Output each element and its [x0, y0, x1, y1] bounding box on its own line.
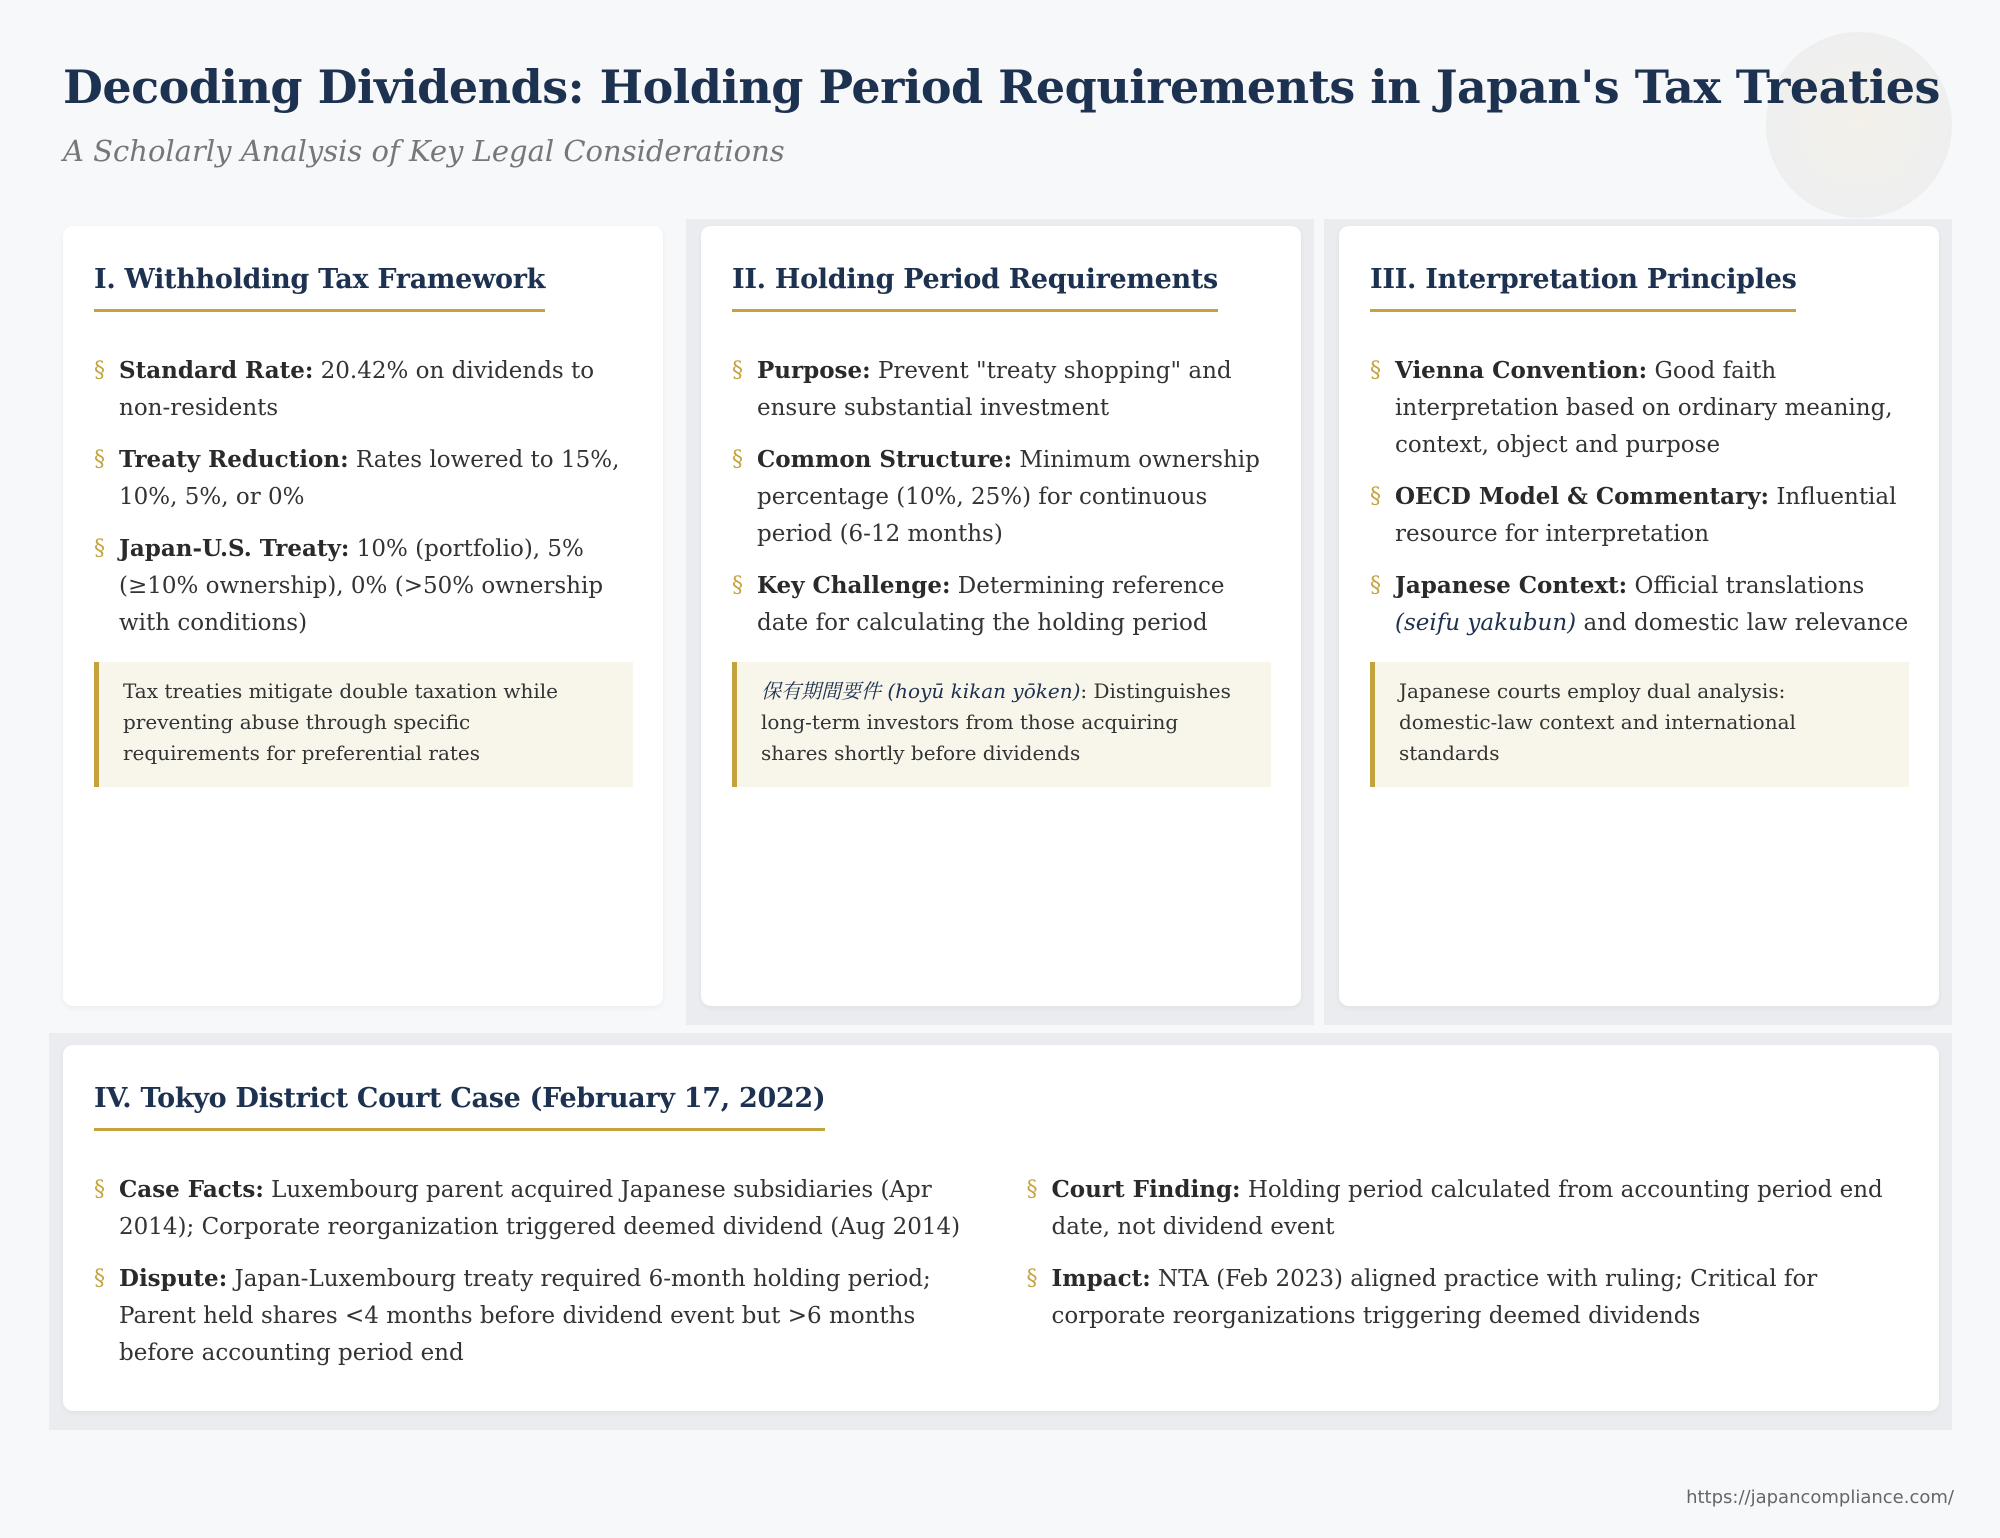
- item-text: Determining reference date for calculating the holding period: [757, 573, 1225, 637]
- item-text: Luxembourg parent acquired Japanese subsidiaries (Apr 2014); Corporate reorganization triggered deemed dividend (Aug 2014): [119, 1177, 961, 1241]
- section-mark-icon: §: [94, 1177, 105, 1203]
- item-text: Rates lowered to 15%, 10%, 5%, or 0%: [119, 447, 620, 511]
- section-title: IV. Tokyo District Court Case (February 17, 2022): [94, 1081, 825, 1131]
- item-text: Holding period calculated from accounting period end date, not dividend event: [1051, 1177, 1883, 1241]
- item-list: [1370, 352, 1909, 642]
- item-list: [94, 352, 633, 642]
- list-item: [94, 530, 633, 642]
- item-label: Japan-U.S. Treaty:: [119, 535, 350, 563]
- japanese-term: 保有期間要件 (hoyū kikan yōken): [761, 679, 1081, 704]
- section-mark-icon: §: [732, 447, 743, 473]
- item-label: Case Facts:: [119, 1176, 264, 1204]
- list-item: [94, 441, 633, 516]
- section-card-court-case: [63, 1045, 1939, 1411]
- list-item: [732, 352, 1271, 427]
- section-mark-icon: §: [1026, 1177, 1038, 1203]
- section-mark-icon: §: [94, 536, 105, 562]
- footer-url: https://japancompliance.com/: [1686, 1487, 1954, 1508]
- list-item: [1370, 478, 1909, 553]
- item-text: NTA (Feb 2023) aligned practice with ruling; Critical for corporate reorganizations triggering deemed dividends: [1051, 1266, 1818, 1330]
- section-title: II. Holding Period Requirements: [732, 262, 1218, 312]
- section-card-interpretation: [1339, 226, 1939, 1006]
- item-text: 10% (portfolio), 5% (≥10% ownership), 0% (>50% ownership with conditions): [119, 536, 604, 637]
- section-card-holding-period: [701, 226, 1301, 1006]
- section-mark-icon: §: [732, 573, 743, 599]
- list-item: [732, 441, 1271, 553]
- item-label: Common Structure:: [757, 446, 1013, 474]
- section-card-withholding: [63, 226, 663, 1006]
- item-label: Key Challenge:: [757, 572, 951, 600]
- item-label: Standard Rate:: [119, 357, 314, 385]
- item-label: OECD Model & Commentary:: [1395, 483, 1770, 511]
- section-mark-icon: §: [1370, 484, 1381, 510]
- note-box: Tax treaties mitigate double taxation while preventing abuse through specific requirements for preferential rates: [94, 662, 633, 787]
- item-list-left: [94, 1171, 977, 1386]
- list-item: [94, 1171, 977, 1246]
- section-mark-icon: §: [1370, 573, 1381, 599]
- page-title: Decoding Dividends: Holding Period Requirements in Japan's Tax Treaties: [63, 60, 1940, 114]
- section-mark-icon: §: [732, 358, 743, 384]
- list-item: [732, 567, 1271, 642]
- section-mark-icon: §: [1026, 1266, 1038, 1292]
- list-item: [94, 1260, 977, 1372]
- japanese-term: (seifu yakubun): [1395, 610, 1577, 637]
- page-subtitle: A Scholarly Analysis of Key Legal Considerations: [63, 134, 785, 168]
- list-item: [1370, 352, 1909, 464]
- list-item: [94, 352, 633, 427]
- item-label: Purpose:: [757, 357, 871, 385]
- list-item: [1370, 567, 1909, 642]
- item-text: Good faith interpretation based on ordinary meaning, context, object and purpose: [1395, 358, 1893, 459]
- item-text: Official translations: [1627, 573, 1865, 600]
- note-box: [732, 662, 1271, 787]
- section-title: I. Withholding Tax Framework: [94, 262, 545, 312]
- item-text-tail: and domestic law relevance: [1576, 610, 1909, 637]
- item-text: Prevent "treaty shopping" and ensure substantial investment: [757, 358, 1232, 422]
- section-title: III. Interpretation Principles: [1370, 262, 1796, 312]
- item-text: Minimum ownership percentage (10%, 25%) for continuous period (6-12 months): [757, 447, 1260, 548]
- section-mark-icon: §: [94, 358, 105, 384]
- item-list: [732, 352, 1271, 642]
- note-box: Japanese courts employ dual analysis: domestic-law context and international standards: [1370, 662, 1909, 787]
- item-label: Treaty Reduction:: [119, 446, 349, 474]
- item-text: Influential resource for interpretation: [1395, 484, 1897, 548]
- item-label: Court Finding:: [1051, 1176, 1241, 1204]
- item-label: Japanese Context:: [1395, 572, 1628, 600]
- item-text: Japan-Luxembourg treaty required 6-month holding period; Parent held shares <4 months before dividend event but >6 months before accounting period end: [119, 1266, 931, 1367]
- note-text: : Distinguishes long-term investors from those acquiring shares shortly before dividends: [761, 679, 1231, 766]
- list-item: [1027, 1171, 1910, 1246]
- list-item: [1027, 1260, 1910, 1335]
- two-column-list: [94, 1171, 1909, 1386]
- item-label: Dispute:: [119, 1265, 228, 1293]
- section-mark-icon: §: [94, 1266, 105, 1292]
- section-mark-icon: §: [94, 447, 105, 473]
- item-label: Impact:: [1051, 1265, 1151, 1293]
- section-mark-icon: §: [1370, 358, 1381, 384]
- item-list-right: [1027, 1171, 1910, 1386]
- item-label: Vienna Convention:: [1395, 357, 1648, 385]
- item-text: 20.42% on dividends to non-residents: [119, 358, 595, 422]
